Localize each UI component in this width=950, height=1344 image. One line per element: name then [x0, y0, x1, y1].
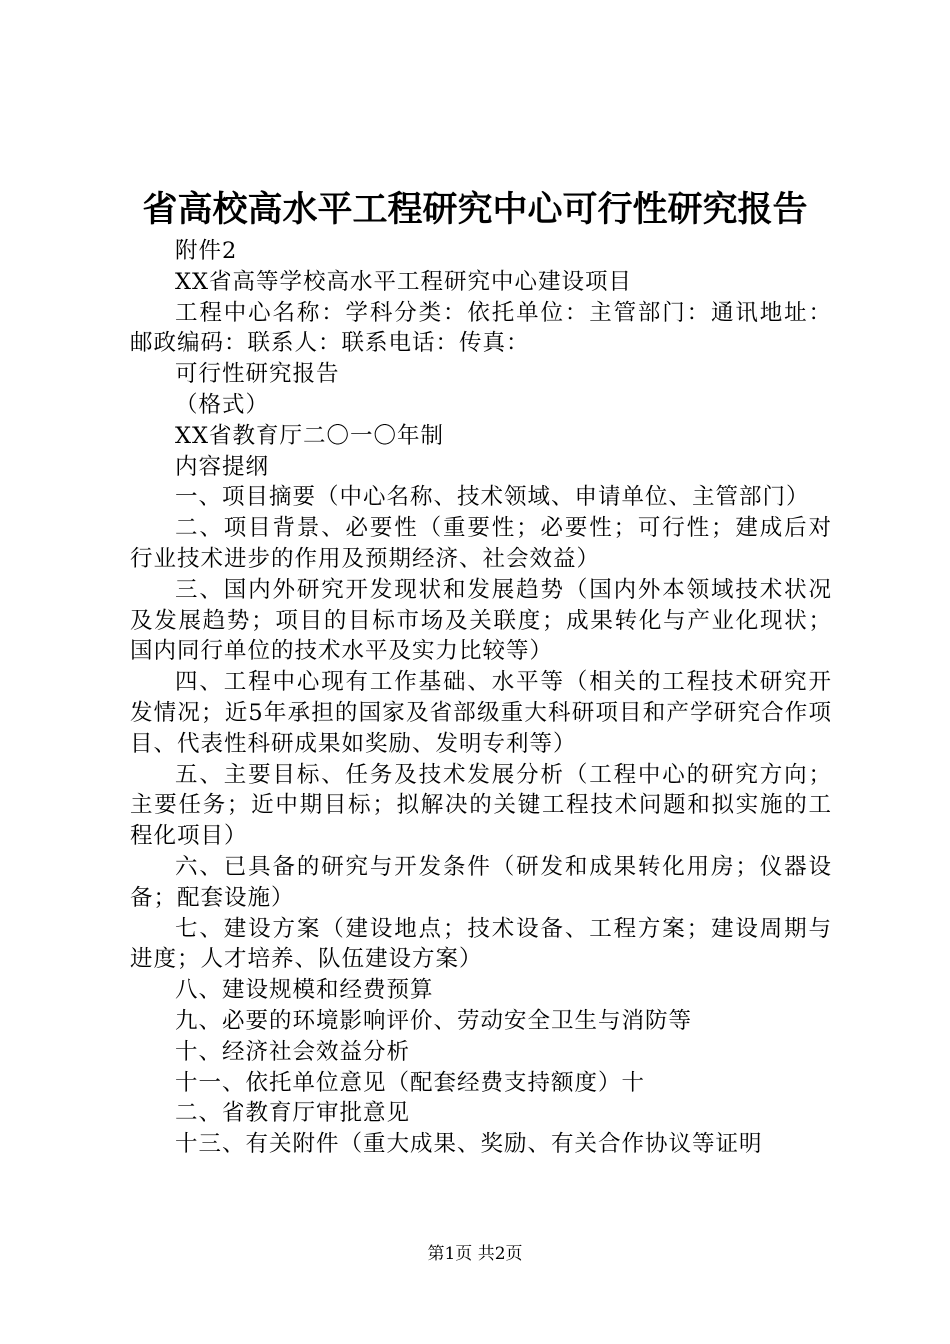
outline-item-2: 二、项目背景、必要性（重要性；必要性；可行性；建成后对行业技术进步的作用及预期经济、社会效益）	[130, 515, 832, 572]
outline-item-12: 二、省教育厅审批意见	[175, 1100, 411, 1127]
outline-item-1: 一、项目摘要（中心名称、技术领域、申请单位、主管部门）	[175, 484, 810, 511]
outline-item-11: 十一、依托单位意见（配套经费支持额度）十	[175, 1069, 646, 1096]
page-number-footer: 第1页 共2页	[427, 1244, 523, 1264]
paragraph-report-heading: 可行性研究报告	[175, 361, 340, 388]
paragraph-info-fields: 工程中心名称：学科分类：依托单位：主管部门：通讯地址：邮政编码：联系人：联系电话：传真：	[130, 299, 832, 357]
paragraph-format: （格式）	[175, 391, 270, 418]
outline-item-13: 十三、有关附件（重大成果、奖励、有关合作协议等证明	[175, 1131, 763, 1158]
outline-item-9: 九、必要的环境影响评价、劳动安全卫生与消防等	[175, 1007, 693, 1034]
paragraph-outline-heading: 内容提纲	[175, 453, 270, 480]
paragraph-attachment: 附件2	[175, 238, 238, 264]
document-title: 省高校高水平工程研究中心可行性研究报告	[142, 189, 808, 230]
outline-item-7: 七、建设方案（建设地点；技术设备、工程方案；建设周期与进度；人才培养、队伍建设方案）	[130, 915, 832, 973]
document-body	[130, 236, 832, 1160]
outline-item-6: 六、已具备的研究与开发条件（研发和成果转化用房；仪器设备；配套设施）	[130, 853, 832, 911]
paragraph-issuer: XX省教育厅二〇一〇年制	[175, 422, 445, 449]
paragraph-project-name: XX省高等学校高水平工程研究中心建设项目	[175, 268, 633, 295]
outline-item-10: 十、经济社会效益分析	[175, 1038, 411, 1065]
outline-item-4: 四、工程中心现有工作基础、水平等（相关的工程技术研究开发情况；近5年承担的国家及省部级重大科研项目和产学研究合作项目、代表性科研成果如奖励、发明专利等）	[130, 669, 832, 757]
outline-item-3: 三、国内外研究开发现状和发展趋势（国内外本领域技术状况及发展趋势；项目的目标市场及关联度；成果转化与产业化现状；国内同行单位的技术水平及实力比较等）	[130, 576, 832, 665]
outline-item-8: 八、建设规模和经费预算	[175, 977, 434, 1004]
outline-item-5: 五、主要目标、任务及技术发展分析（工程中心的研究方向；主要任务；近中期目标；拟解决的关键工程技术问题和拟实施的工程化项目）	[130, 761, 832, 850]
